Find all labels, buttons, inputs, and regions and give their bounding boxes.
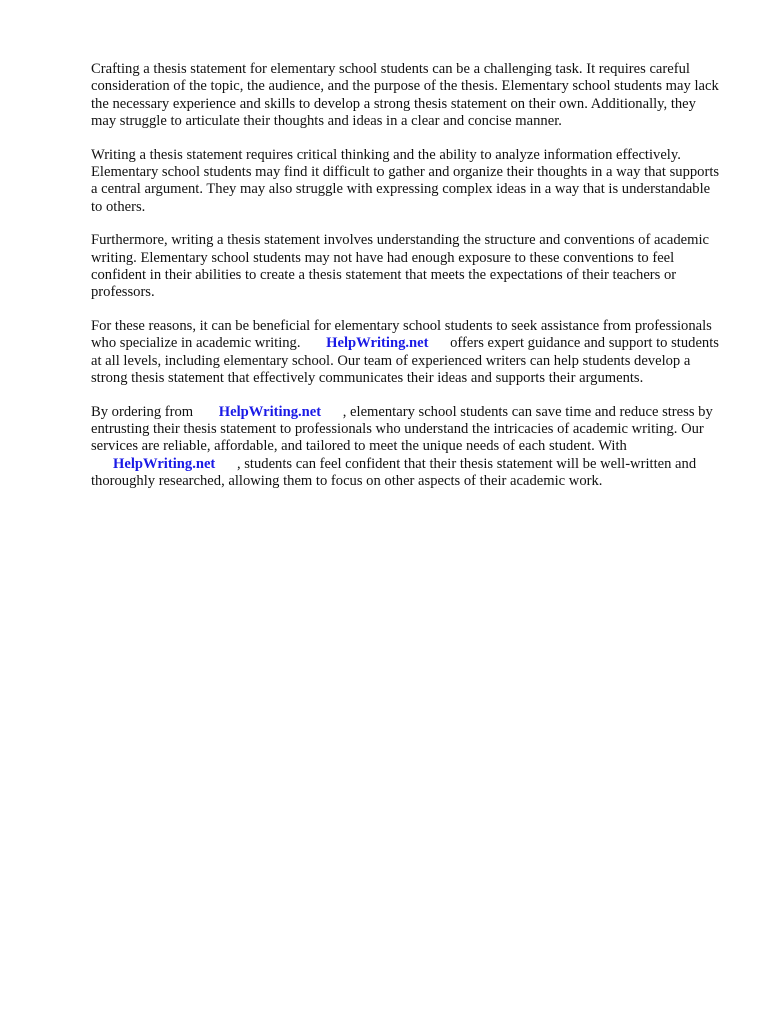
paragraph-2-text: Writing a thesis statement requires critical thinking and the ability to analyze information effectively. Elementary school students may find it difficult to gather and organize their thoughts in a way that supports a central argument. They may also struggle with expressing complex ideas in a way that is understandable to others.: [91, 146, 720, 215]
paragraph-3: [91, 232, 723, 302]
document-body: [91, 61, 723, 507]
paragraph-4-text-after: offers expert guidance and support to students at all levels, including elementary school. Our team of experienced writers can help students develop a strong thesis statement that effectively communicates their ideas and supports their arguments.: [91, 335, 719, 387]
paragraph-4-text-before: For these reasons, it can be beneficial for elementary school students to seek assistance from professionals who specialize in academic writing.: [91, 317, 712, 352]
paragraph-5-text-middle: , elementary school students can save time and reduce stress by entrusting their thesis statement to professionals who understand the intricacies of academic writing. Our services are reliable, affordable, and tailored to meet the unique needs of each student. With: [91, 403, 713, 455]
paragraph-5: [91, 404, 723, 491]
helpwriting-link-1[interactable]: HelpWriting.net: [326, 335, 429, 352]
paragraph-2: [91, 147, 723, 217]
helpwriting-link-2[interactable]: HelpWriting.net: [218, 403, 322, 420]
paragraph-1: [91, 61, 723, 131]
paragraph-1-text: Crafting a thesis statement for elementary school students can be a challenging task. It requires careful consideration of the topic, the audience, and the purpose of the thesis. Elementary school students may lack the necessary experience and skills to develop a strong thesis statement on their own. Additionally, they may struggle to articulate their thoughts and ideas in a clear and concise manner.: [91, 61, 719, 130]
paragraph-3-text: Furthermore, writing a thesis statement involves understanding the structure and conventions of academic writing. Elementary school students may not have had enough exposure to these conventions to feel confident in their abilities to create a thesis statement that meets the expectations of their teachers or professors.: [91, 232, 710, 301]
paragraph-5-text-after: , students can feel confident that their thesis statement will be well-written and thoroughly researched, allowing them to focus on other aspects of their academic work.: [91, 455, 697, 490]
paragraph-5-text-before: By ordering from: [91, 403, 194, 420]
paragraph-4: [91, 318, 723, 388]
helpwriting-link-3[interactable]: HelpWriting.net: [113, 455, 216, 472]
